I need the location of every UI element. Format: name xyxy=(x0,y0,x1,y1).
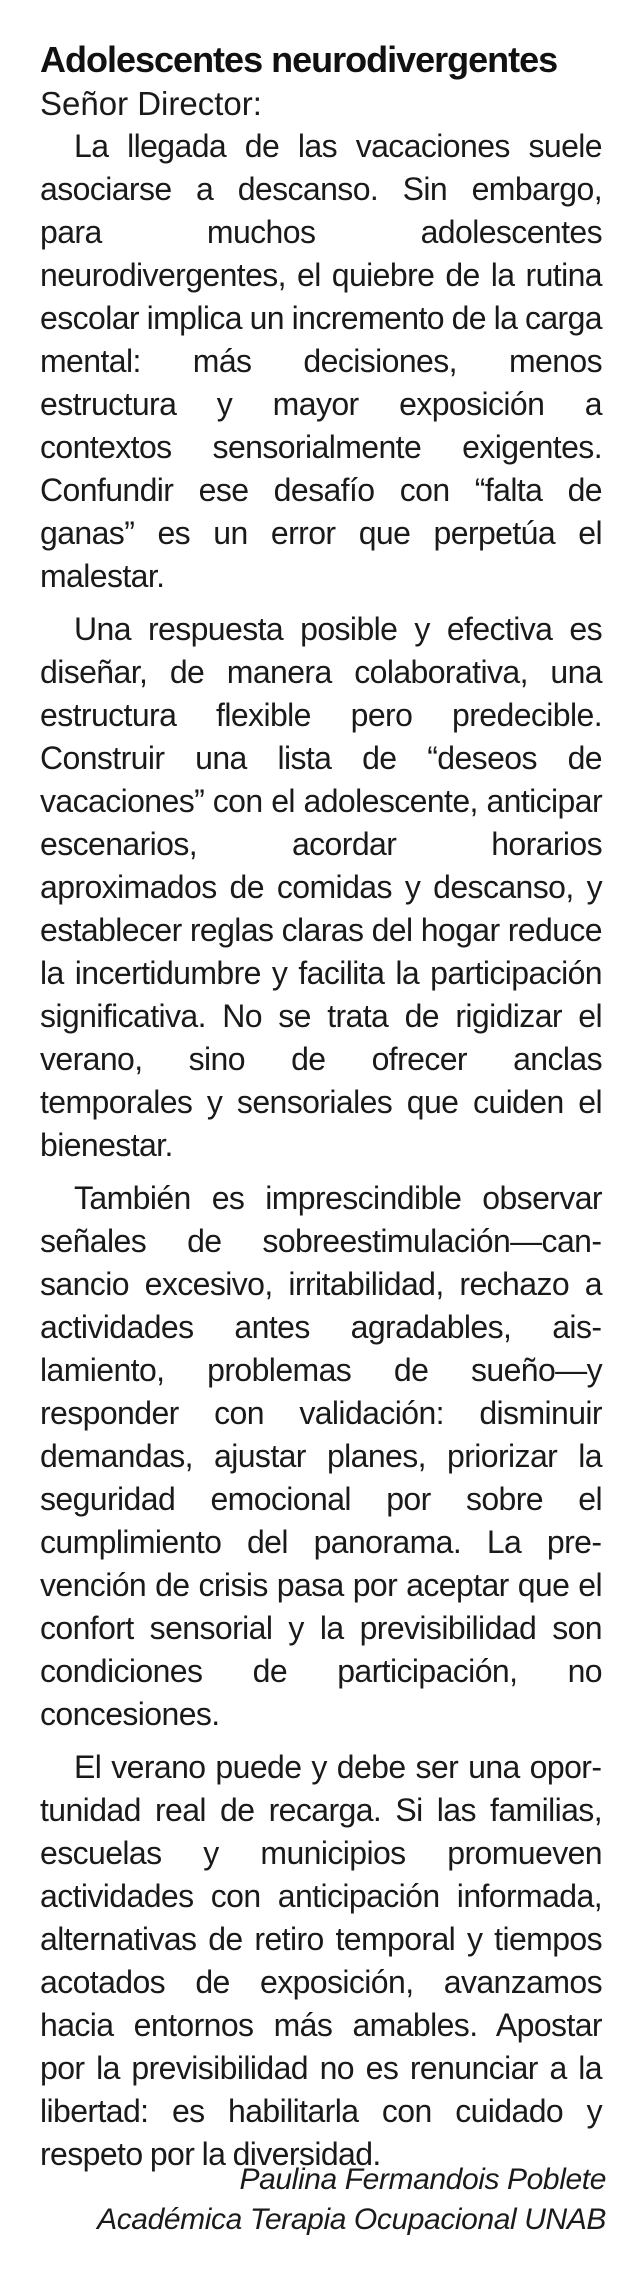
body-paragraph-1: La llegada de las vacaciones suele asociarse a descanso. Sin embargo, para muchos adolescentes neurodivergentes, el quiebre de la rutina escolar implica un incremento de la carga mental: más decisiones, menos estructura y mayor exposición a contextos sensorialmente exigentes. Confundir ese desafío con “falta de ganas” es un error que perpetúa el malestar. xyxy=(40,128,602,594)
letter-signature xyxy=(97,2160,606,2240)
author-title: Académica Terapia Ocupacional UNAB xyxy=(97,2203,606,2236)
body-paragraph-2: Una respuesta posible y efectiva es diseñar, de manera colaborativa, una estructura flexible pero predecible. Construir una lista de “deseos de vacaciones” con el adolescente, anticipar escenarios, acordar horarios aproximados de comidas y descanso, y establecer reglas claras del hogar reduce la incertidumbre y facilita la participación significativa. No se trata de rigidizar el verano, sino de ofrecer anclas temporales y sensoriales que cuiden el bienestar. xyxy=(40,611,602,1163)
body-paragraph-3: También es imprescindible observar señales de sobreestimulación—cansancio excesivo, irritabilidad, rechazo a actividades antes agradables, aislamiento, problemas de sueño—y responder con validación: disminuir demandas, ajustar planes, priorizar la seguridad emocional por sobre el cumplimiento del panorama. La prevención de crisis pasa por aceptar que el confort sensorial y la previsibilidad son condiciones de participación, no concesiones. xyxy=(40,1180,602,1732)
letter-salutation: Señor Director: xyxy=(40,85,262,122)
letter-headline: Adolescentes neurodivergentes xyxy=(40,39,558,80)
letter-body xyxy=(40,125,602,2176)
author-name: Paulina Fermandois Poblete xyxy=(239,2163,606,2196)
body-paragraph-4: El verano puede y debe ser una oportunidad real de recarga. Si las familias, escuelas y municipios promueven actividades con anticipación informada, alternativas de retiro temporal y tiempos acotados de exposición, avanzamos hacia entornos más amables. Apostar por la previsibilidad no es renunciar a la libertad: es habilitarla con cuidado y respeto por la diversidad. xyxy=(40,1749,602,2172)
